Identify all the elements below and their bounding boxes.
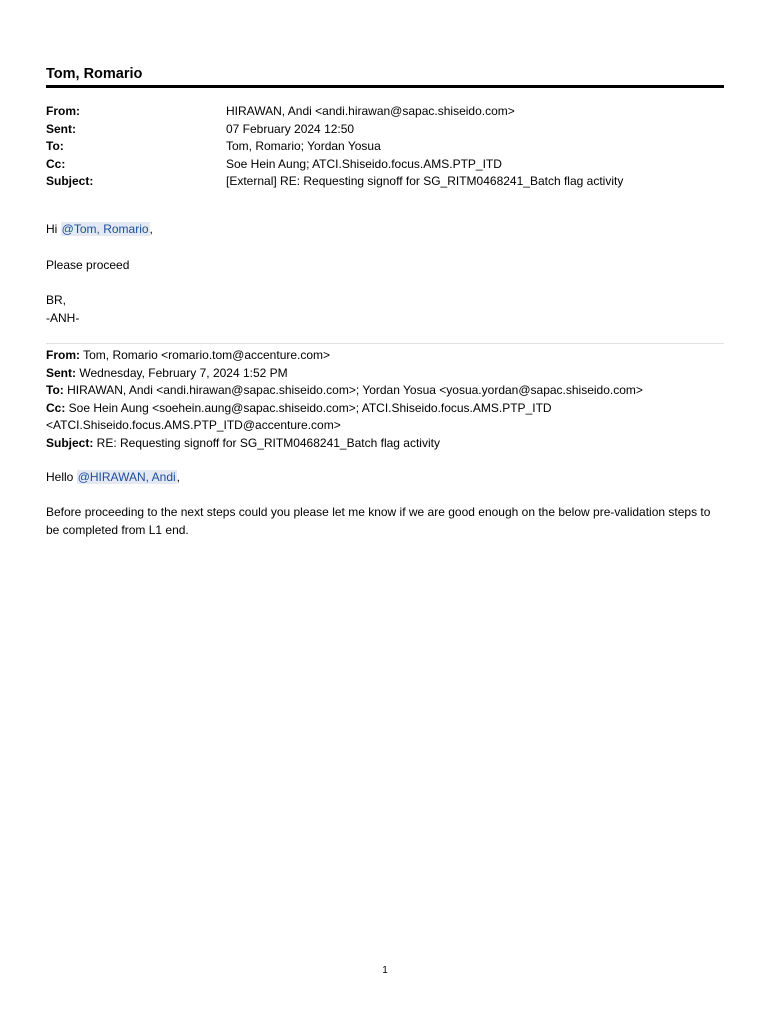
subject-value: [External] RE: Requesting signoff for SG_RITM0468241_Batch flag activity — [226, 174, 624, 188]
subject-label: Subject: — [46, 174, 94, 188]
quoted-body-paragraph: Before proceeding to the next steps could you please let me know if we are good enough on the below pre-validation steps to be completed from L1 end. — [46, 505, 711, 537]
quoted-message-divider — [46, 343, 724, 344]
reply-line: Please proceed — [46, 258, 130, 272]
subject-row — [46, 173, 724, 191]
from-row — [46, 103, 724, 121]
reply-greeting — [46, 221, 724, 239]
quoted-cc-line-continued: <ATCI.Shiseido.focus.AMS.PTP_ITD@accenture.com> — [46, 418, 341, 432]
quoted-cc-value: Soe Hein Aung <soehein.aung@sapac.shiseido.com>; ATCI.Shiseido.focus.AMS.PTP_ITD — [65, 400, 552, 415]
reply-signature: -ANH- — [46, 310, 80, 325]
quoted-subject-label: Subject: — [46, 435, 94, 450]
cc-label: Cc: — [46, 156, 66, 171]
quoted-from-value: Tom, Romario <romario.tom@accenture.com> — [80, 348, 331, 362]
from-label: From: — [46, 104, 80, 118]
message-header — [46, 103, 724, 191]
to-label: To: — [46, 139, 64, 153]
sent-value: 07 February 2024 12:50 — [226, 121, 355, 136]
mailbox-owner-name: Tom, Romario — [46, 66, 143, 82]
quoted-cc-label: Cc: — [46, 400, 66, 415]
quoted-subject-value: RE: Requesting signoff for SG_RITM0468241_Batch flag activity — [93, 435, 440, 450]
cc-value: Soe Hein Aung; ATCI.Shiseido.focus.AMS.PTP_ITD — [226, 156, 502, 171]
quoted-from-label: From: — [46, 348, 80, 362]
email-printout-page — [46, 0, 724, 1024]
quoted-greeting-suffix: , — [176, 470, 181, 484]
quoted-sent-label: Sent: — [46, 365, 76, 380]
header-divider — [46, 85, 724, 88]
sent-label: Sent: — [46, 121, 76, 136]
to-value: Tom, Romario; Yordan Yosua — [226, 139, 381, 153]
sent-row — [46, 121, 724, 139]
to-row — [46, 138, 724, 156]
quoted-message-header — [46, 347, 724, 452]
quoted-to-line — [46, 382, 724, 400]
quoted-to-value: HIRAWAN, Andi <andi.hirawan@sapac.shiseido.com>; Yordan Yosua <yosua.yordan@sapac.shiseido.com> — [63, 383, 643, 397]
from-value: HIRAWAN, Andi <andi.hirawan@sapac.shiseido.com> — [226, 104, 515, 118]
quoted-from-line — [46, 347, 724, 365]
reply-signoff: BR, — [46, 293, 67, 307]
quoted-sent-line — [46, 365, 724, 383]
cc-row — [46, 156, 724, 174]
quoted-sent-value: Wednesday, February 7, 2024 1:52 PM — [76, 365, 288, 380]
page-number: 1 — [382, 965, 388, 976]
quoted-greeting — [46, 469, 724, 487]
mention-tom-romario[interactable]: @Tom, Romario — [61, 222, 149, 236]
quoted-subject-line — [46, 435, 724, 453]
quoted-greeting-prefix: Hello — [46, 470, 77, 484]
mention-hirawan-andi[interactable]: @HIRAWAN, Andi — [77, 470, 176, 484]
quoted-to-label: To: — [46, 383, 64, 397]
reply-greeting-suffix: , — [149, 222, 153, 236]
reply-greeting-prefix: Hi — [46, 222, 61, 236]
quoted-cc-line — [46, 400, 724, 418]
